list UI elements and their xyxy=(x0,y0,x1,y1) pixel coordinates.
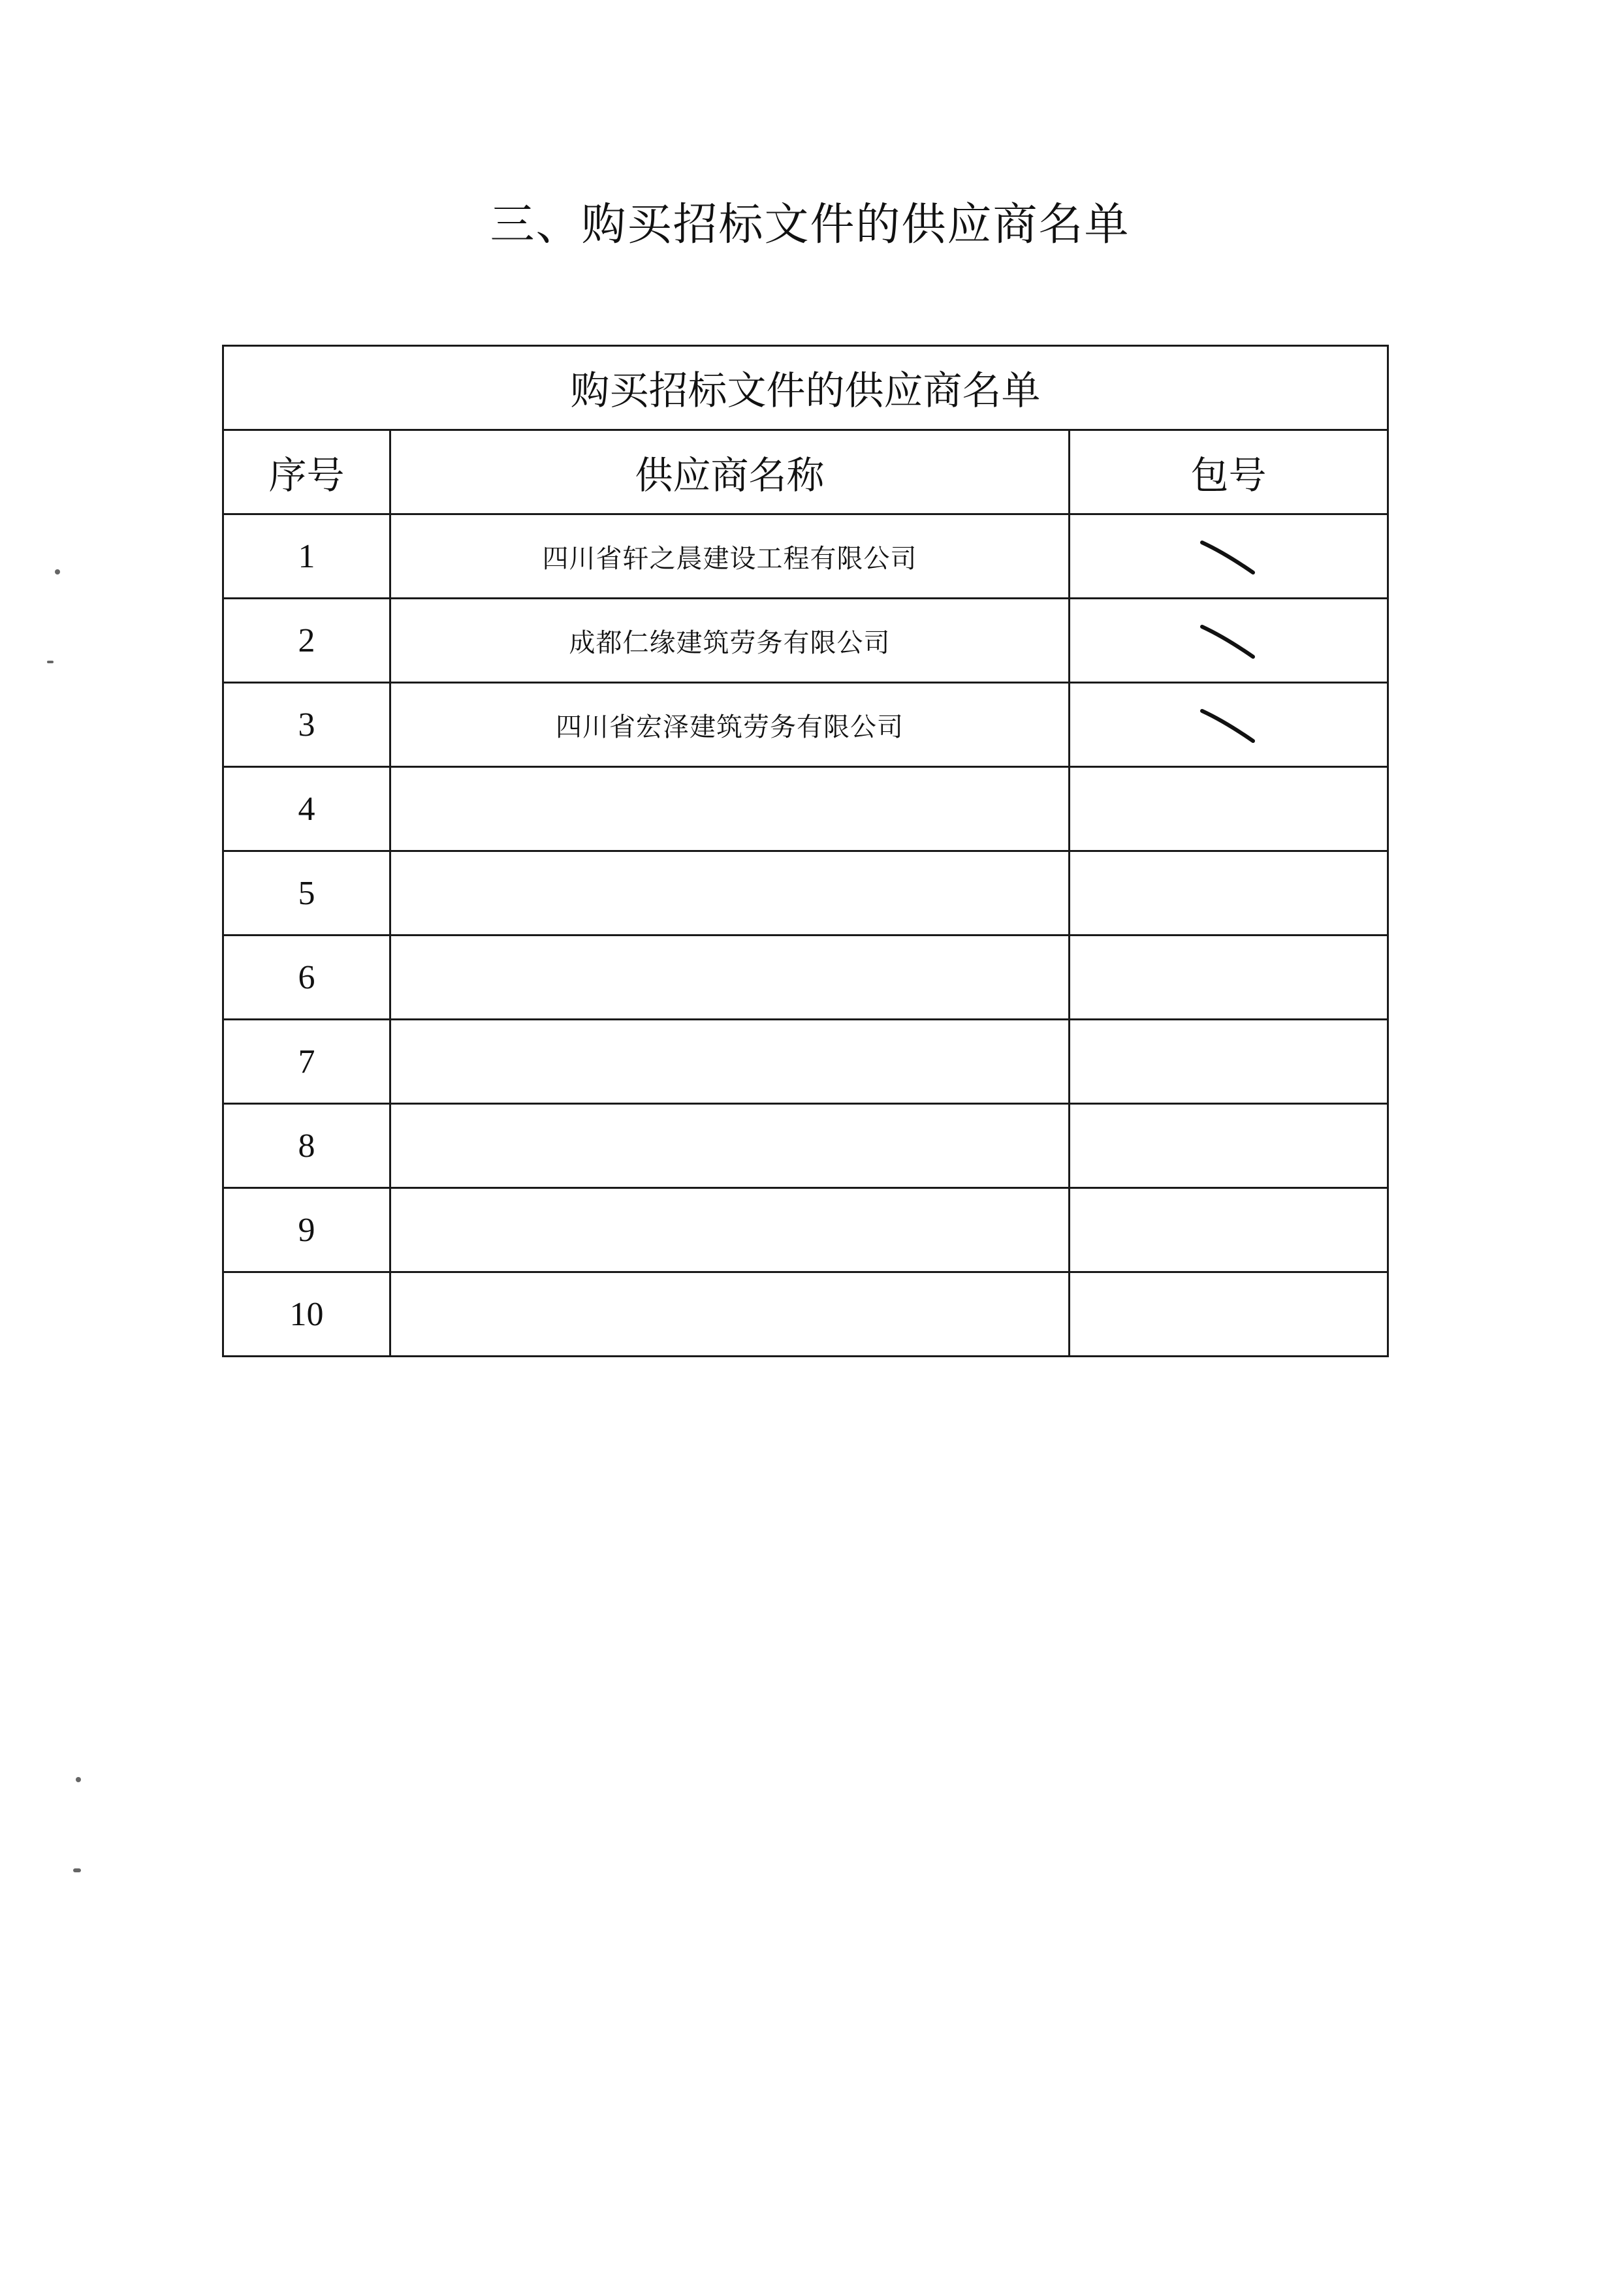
column-header-seq: 序号 xyxy=(223,430,390,514)
table-header-row xyxy=(223,430,1388,514)
row-supplier-name xyxy=(390,1188,1070,1272)
row-seq: 7 xyxy=(223,1020,390,1104)
handwritten-dash-mark xyxy=(1193,533,1265,579)
table-caption: 购买招标文件的供应商名单 xyxy=(223,346,1388,430)
row-seq: 1 xyxy=(223,514,390,599)
row-supplier-name xyxy=(390,1020,1070,1104)
table-row xyxy=(223,1104,1388,1188)
row-seq: 4 xyxy=(223,767,390,851)
column-header-package: 包号 xyxy=(1070,430,1388,514)
row-package xyxy=(1070,599,1388,683)
row-package xyxy=(1070,767,1388,851)
scan-speck xyxy=(73,1868,81,1872)
row-seq: 9 xyxy=(223,1188,390,1272)
scan-speck xyxy=(76,1777,81,1782)
table-row xyxy=(223,514,1388,599)
row-seq: 10 xyxy=(223,1272,390,1357)
row-package xyxy=(1070,1188,1388,1272)
table-row xyxy=(223,936,1388,1020)
row-seq: 6 xyxy=(223,936,390,1020)
row-package xyxy=(1070,936,1388,1020)
table-row xyxy=(223,599,1388,683)
table-row xyxy=(223,1272,1388,1357)
table-row xyxy=(223,1188,1388,1272)
supplier-table xyxy=(222,345,1389,1357)
row-seq: 2 xyxy=(223,599,390,683)
row-package xyxy=(1070,683,1388,767)
row-supplier-name xyxy=(390,851,1070,936)
row-seq: 5 xyxy=(223,851,390,936)
row-package xyxy=(1070,514,1388,599)
row-package xyxy=(1070,1272,1388,1357)
table-row xyxy=(223,683,1388,767)
row-package xyxy=(1070,851,1388,936)
handwritten-dash-mark xyxy=(1193,618,1265,663)
row-supplier-name xyxy=(390,767,1070,851)
table-body xyxy=(223,514,1388,1357)
row-supplier-name xyxy=(390,936,1070,1020)
row-package xyxy=(1070,1104,1388,1188)
page-heading: 三、购买招标文件的供应商名单 xyxy=(490,199,1130,251)
table-caption-row xyxy=(223,346,1388,430)
row-seq: 8 xyxy=(223,1104,390,1188)
row-seq: 3 xyxy=(223,683,390,767)
row-supplier-name: 成都仁缘建筑劳务有限公司 xyxy=(390,599,1070,683)
row-supplier-name: 四川省轩之晨建设工程有限公司 xyxy=(390,514,1070,599)
table-row xyxy=(223,851,1388,936)
row-supplier-name xyxy=(390,1272,1070,1357)
row-package xyxy=(1070,1020,1388,1104)
column-header-name: 供应商名称 xyxy=(390,430,1070,514)
row-supplier-name xyxy=(390,1104,1070,1188)
row-supplier-name: 四川省宏泽建筑劳务有限公司 xyxy=(390,683,1070,767)
scan-speck xyxy=(47,661,54,663)
table-row xyxy=(223,767,1388,851)
scan-speck xyxy=(55,569,60,574)
table-row xyxy=(223,1020,1388,1104)
handwritten-dash-mark xyxy=(1193,702,1265,747)
